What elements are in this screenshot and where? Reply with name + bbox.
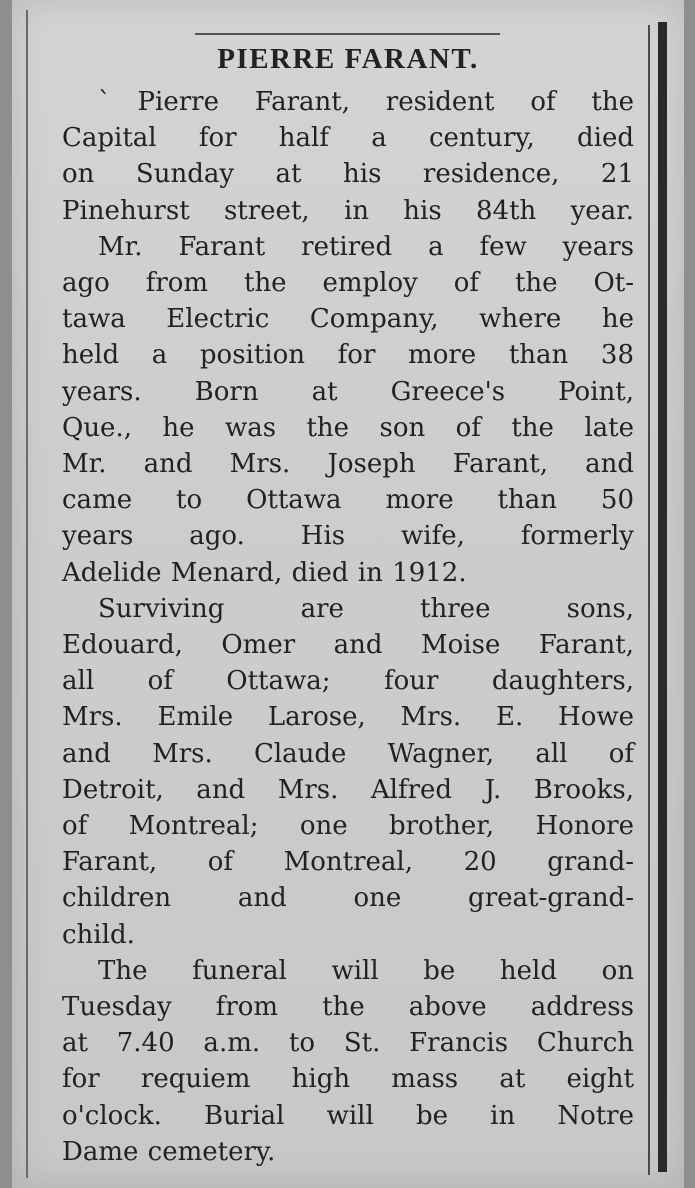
text-line: and Mrs. Claude Wagner, all of bbox=[62, 738, 634, 769]
text-line: for requiem high mass at eight bbox=[62, 1064, 634, 1095]
paragraph-1 bbox=[62, 84, 634, 229]
text-line: Dame cemetery. bbox=[62, 1136, 276, 1167]
column-rule-left bbox=[26, 10, 28, 1178]
text-line: at 7.40 a.m. to St. Francis Church bbox=[62, 1028, 634, 1059]
text-line: Que., he was the son of the late bbox=[62, 412, 634, 443]
obituary-article bbox=[62, 42, 634, 1170]
paragraph-4 bbox=[62, 953, 634, 1170]
text-line: Adelide Menard, died in 1912. bbox=[62, 557, 467, 588]
text-line: tawa Electric Company, where he bbox=[62, 304, 634, 335]
text-line: Tuesday from the above address bbox=[62, 992, 634, 1023]
column-rule-right-thin bbox=[648, 25, 650, 1175]
text-line: Mr. and Mrs. Joseph Farant, and bbox=[62, 449, 634, 480]
text-line: came to Ottawa more than 50 bbox=[62, 485, 634, 516]
text-line: o'clock. Burial will be in Notre bbox=[62, 1100, 634, 1131]
text-line: Edouard, Omer and Moise Farant, bbox=[62, 630, 634, 661]
text-line: of Montreal; one brother, Honore bbox=[62, 811, 634, 842]
paragraph-2 bbox=[62, 229, 634, 591]
headline-rule bbox=[195, 33, 500, 35]
text-line: years ago. His wife, formerly bbox=[62, 521, 634, 552]
text-line: The funeral will be held on bbox=[98, 955, 634, 986]
text-line: child. bbox=[62, 919, 135, 950]
paragraph-3 bbox=[62, 591, 634, 953]
text-line: Mrs. Emile Larose, Mrs. E. Howe bbox=[62, 702, 634, 733]
column-rule-right-thick bbox=[658, 22, 667, 1172]
text-line: Surviving are three sons, bbox=[98, 593, 634, 624]
text-line: Farant, of Montreal, 20 grand- bbox=[62, 847, 634, 878]
text-line: children and one great-grand- bbox=[62, 883, 634, 914]
text-line: held a position for more than 38 bbox=[62, 340, 634, 371]
text-line: Mr. Farant retired a few years bbox=[98, 231, 634, 262]
text-line: ˋPierre Farant, resident of the bbox=[98, 87, 634, 117]
text-line: on Sunday at his residence, 21 bbox=[62, 159, 634, 190]
text-line: ago from the employ of the Ot- bbox=[62, 268, 634, 299]
text-line: Detroit, and Mrs. Alfred J. Brooks, bbox=[62, 774, 634, 805]
text-line: Pinehurst street, in his 84th year. bbox=[62, 195, 634, 226]
text-line: years. Born at Greece's Point, bbox=[62, 376, 634, 407]
text-line: Capital for half a century, died bbox=[62, 123, 634, 154]
text-line: all of Ottawa; four daughters, bbox=[62, 666, 634, 697]
headline: PIERRE FARANT. bbox=[217, 43, 479, 75]
